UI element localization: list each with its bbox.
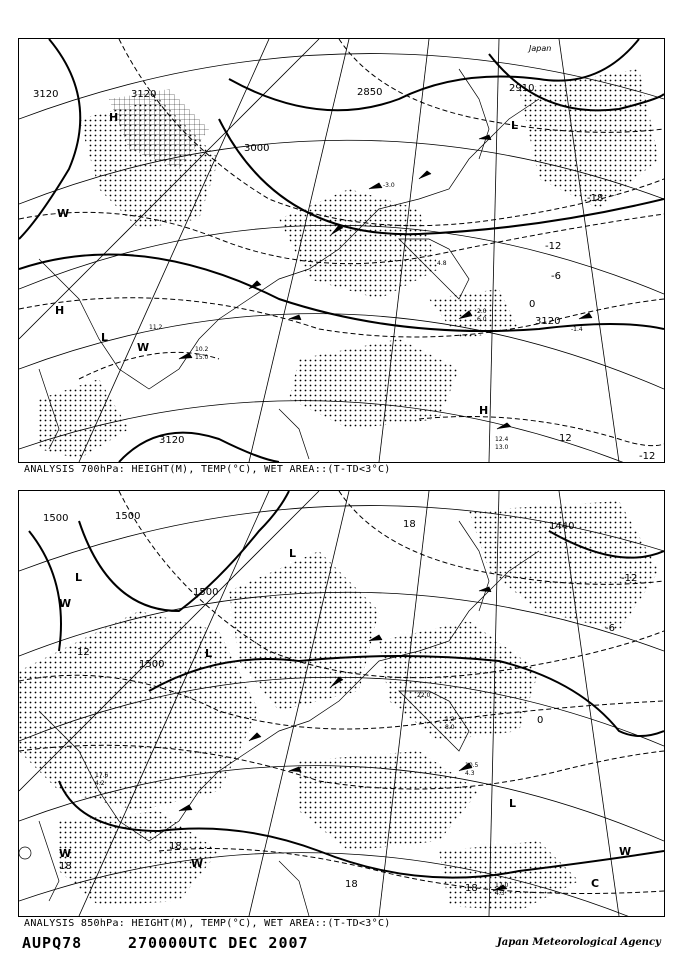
caption-850hpa: ANALYSIS 850hPa: HEIGHT(M), TEMP(°C), WET AREA::(T-TD<3°C) xyxy=(24,918,391,929)
map-panel-850hpa xyxy=(18,490,665,917)
temp-label: 18 xyxy=(465,883,478,894)
pressure-center-warm: W xyxy=(57,207,70,220)
temp-label: -18 xyxy=(587,193,604,204)
temp-label: 0 xyxy=(537,715,544,726)
temp-label: 18 xyxy=(345,879,358,890)
station-value: 17.0 xyxy=(495,882,509,889)
station-value: 17.6 xyxy=(95,772,109,779)
station-value: 4.3 xyxy=(495,890,505,897)
station-value: 6.0 xyxy=(477,316,487,323)
pressure-center-warm: W xyxy=(619,845,632,858)
map-panel-700hpa xyxy=(18,38,665,463)
pressure-center-cold: C xyxy=(591,877,600,890)
station-value: 4.2 xyxy=(95,780,105,787)
station-value: 4.3 xyxy=(465,770,475,777)
pressure-center-low: L xyxy=(205,647,213,660)
temp-label: 12 xyxy=(559,433,572,444)
agency-credit: Japan Meteorological Agency xyxy=(497,937,661,948)
contour-label: 3120 xyxy=(535,316,561,327)
pressure-center-low: L xyxy=(75,571,83,584)
pressure-center-low: L xyxy=(509,797,517,810)
temp-label: 18 xyxy=(403,519,416,530)
region-label: Japan xyxy=(529,44,552,53)
temp-label: 0 xyxy=(529,299,536,310)
contour-label: 1500 xyxy=(115,511,141,522)
pressure-center-low: L xyxy=(289,547,297,560)
contour-label: 2910 xyxy=(509,83,535,94)
caption-700hpa: ANALYSIS 700hPa: HEIGHT(M), TEMP(°C), WET AREA::(T-TD<3°C) xyxy=(24,464,391,475)
station-value: 15.0 xyxy=(195,354,209,361)
contour-label: 1500 xyxy=(43,513,69,524)
pressure-center-low: L xyxy=(511,119,519,132)
map-850hpa-drawing xyxy=(19,491,664,916)
station-value: 11.2 xyxy=(149,324,163,331)
station-value: 1.2 xyxy=(445,716,455,723)
chart-id: AUPQ78 xyxy=(22,934,83,952)
temp-label: 12 xyxy=(77,647,90,658)
pressure-center-warm: W xyxy=(137,341,150,354)
temp-label: -12 xyxy=(639,451,656,462)
temp-label: -12 xyxy=(545,241,562,252)
pressure-center-warm: W xyxy=(59,597,72,610)
station-value: 4.8 xyxy=(437,260,447,267)
temp-label: 18 xyxy=(59,861,72,872)
temp-label: 18 xyxy=(169,841,182,852)
station-value: 22.0 xyxy=(417,692,431,699)
valid-time: 270000UTC DEC 2007 xyxy=(128,934,309,952)
contour-label: 3120 xyxy=(131,89,157,100)
station-value: -3.0 xyxy=(383,182,395,189)
wet-area-shading xyxy=(19,501,659,911)
station-value: 12.4 xyxy=(495,436,509,443)
pressure-center-warm: W xyxy=(59,847,72,860)
pressure-center-warm: W xyxy=(191,857,204,870)
pressure-center-high: H xyxy=(479,404,489,417)
temp-label: -12 xyxy=(621,573,638,584)
contour-label: 1500 xyxy=(193,587,219,598)
station-value: 10.5 xyxy=(465,762,479,769)
contour-label: 3120 xyxy=(33,89,59,100)
contour-label: 1500 xyxy=(139,659,165,670)
station-value: 13.0 xyxy=(495,444,509,451)
station-value: -1.4 xyxy=(571,326,583,333)
station-value: 10.2 xyxy=(195,346,209,353)
contour-label: 3120 xyxy=(159,435,185,446)
station-value: 8.0 xyxy=(445,724,455,731)
map-700hpa-drawing xyxy=(19,39,664,462)
contour-label: 1440 xyxy=(549,521,575,532)
pressure-center-high: H xyxy=(109,111,119,124)
station-value: 2.0 xyxy=(477,308,487,315)
pressure-center-low: L xyxy=(101,331,109,344)
temp-label: -6 xyxy=(551,271,561,282)
pressure-center-high: H xyxy=(55,304,65,317)
contour-label: 3000 xyxy=(244,143,270,154)
contour-label: 2850 xyxy=(357,87,383,98)
temp-label: -6 xyxy=(605,623,615,634)
